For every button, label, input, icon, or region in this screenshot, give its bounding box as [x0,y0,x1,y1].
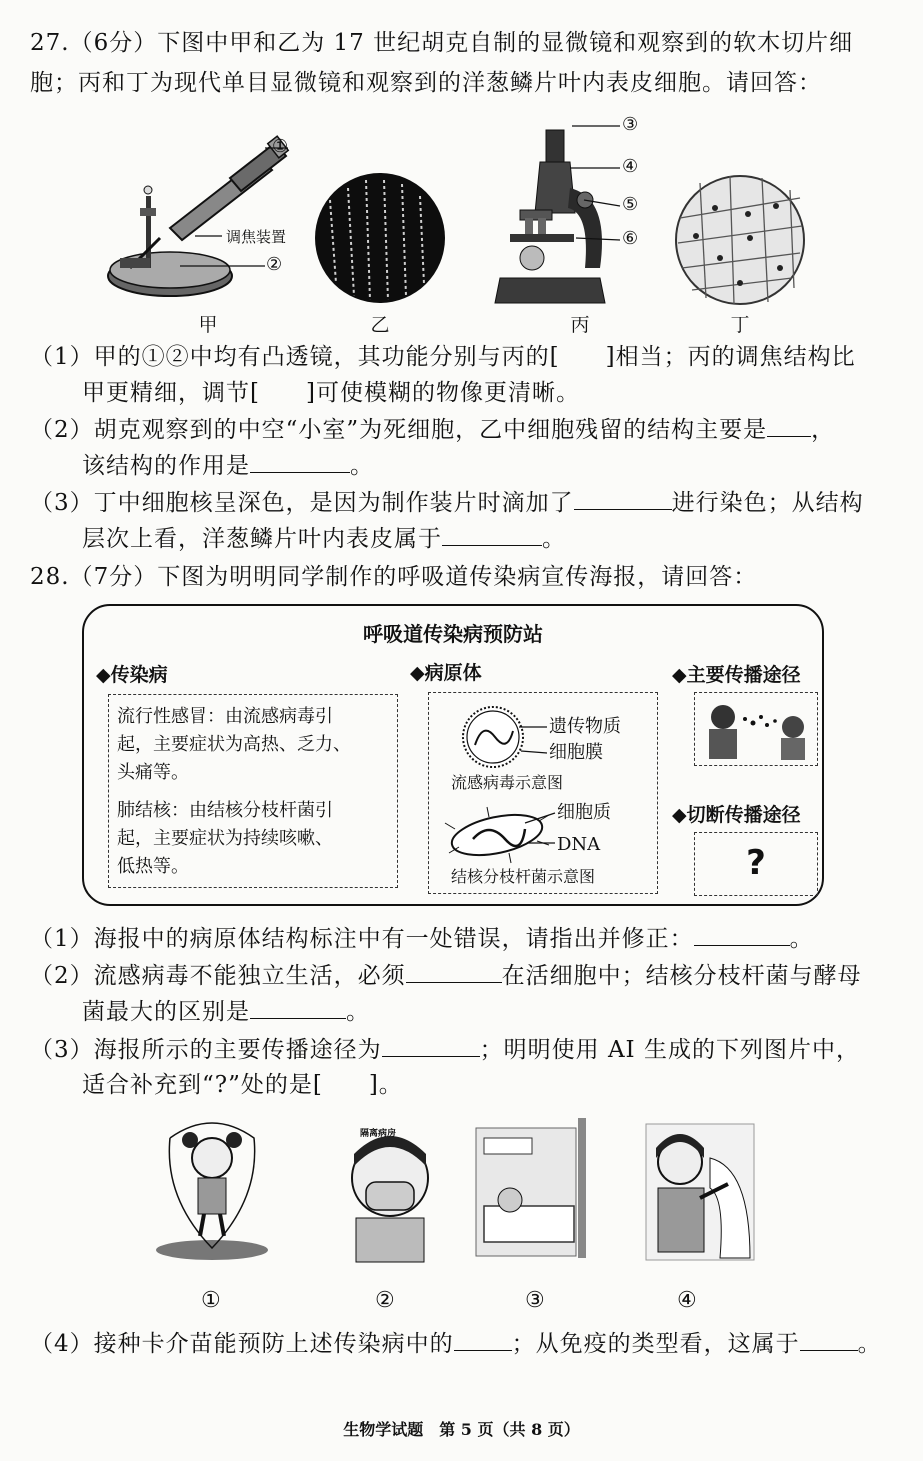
cork-cells-image [315,173,445,303]
option-images [150,1118,770,1268]
option-4-vaccination-image [646,1124,754,1260]
q27-figure-svg [100,118,880,338]
option-label-3: ③ [525,1288,545,1313]
cough-transmission-image [695,693,817,765]
figure-label-yi: 乙 [370,314,390,336]
tb-text-3: 低热等。 [117,856,189,877]
flu-text-1: 流行性感冒：由流感病毒引 [117,706,333,727]
option-label-1: ① [201,1288,221,1313]
q27-figure [100,118,880,338]
q27-sub1-line2: 甲更精细，调节[ ]可使模糊的物像更清晰。 [82,380,580,406]
answer-blank[interactable] [454,1328,512,1351]
q27-sub3-line1: （3）丁中细胞核呈深色，是因为制作装片时滴加了 进行染色；从结构 [30,487,864,518]
q28-sub2-line1: （2）流感病毒不能独立生活，必须 在活细胞中；结核分枝杆菌与酵母 [30,960,862,991]
q27-stem-line2: 胞；丙和丁为现代单目显微镜和观察到的洋葱鳞片叶内表皮细胞。请回答： [30,70,822,96]
flu-text-2: 起，主要症状为高热、乏力、 [117,734,351,755]
pathogen-box [428,692,658,894]
bing-label-4: ④ [622,156,639,177]
answer-blank[interactable] [406,960,502,983]
question-mark: ? [746,843,766,883]
poster-pathogen-heading: ◆病原体 [410,662,482,684]
answer-blank[interactable] [250,450,350,473]
q28-sub2-line2: 菌最大的区别是 。 [82,996,370,1027]
option-3-isolation-ward-image [476,1118,586,1258]
disease-box [108,694,398,888]
q27-sub2-line1: （2）胡克观察到的中空“小室”为死细胞，乙中细胞残留的结构主要是 ， [30,414,835,445]
jia-label-2: ② [266,254,283,275]
answer-blank[interactable] [800,1328,858,1351]
q27-sub3-line2: 层次上看，洋葱鳞片叶内表皮属于 。 [82,523,566,554]
bacteria-label-dna: DNA [557,834,601,855]
q28-sub1: （1）海报中的病原体结构标注中有一处错误，请指出并修正： 。 [30,923,814,954]
virus-icon [463,707,547,767]
answer-blank[interactable] [382,1034,480,1057]
option-label-4: ④ [677,1288,697,1313]
answer-blank[interactable] [250,996,346,1019]
isolation-ward-sign: 隔离病房 [359,1129,396,1139]
option-1-jump-rope-image [156,1123,268,1260]
poster-route-heading: ◆主要传播途径 [672,664,801,686]
bing-label-5: ⑤ [622,194,639,215]
figure-label-ding: 丁 [730,314,750,336]
figure-label-jia: 甲 [198,314,218,336]
figure-label-bing: 丙 [570,314,590,336]
route-box [694,692,818,766]
prevention-poster [82,604,824,906]
q27-stem-line1: 27.（6分）下图中甲和乙为 17 世纪胡克自制的显微镜和观察到的软木切片细 [30,30,854,56]
virus-label-membrane: 细胞膜 [549,742,603,763]
tb-text-1: 肺结核：由结核分枝杆菌引 [117,800,333,821]
jia-label-1: ① [272,136,289,157]
q27-sub1-line1: （1）甲的①②中均有凸透镜，其功能分别与丙的[ ]相当；丙的调焦结构比 [30,344,856,370]
option-images-svg [150,1118,770,1268]
tb-text-2: 起，主要症状为持续咳嗽、 [117,828,333,849]
option-2-mask-image [352,1136,428,1262]
modern-microscope-image [495,130,605,303]
q28-sub4: （4）接种卡介苗能预防上述传染病中的 ；从免疫的类型看，这属于 。 [30,1328,882,1359]
poster-title: 呼吸道传染病预防站 [363,622,543,646]
poster-disease-heading: ◆传染病 [96,664,168,686]
answer-blank[interactable] [442,523,542,546]
hooke-microscope-image [108,136,288,296]
q28-sub3-line2: 适合补充到“?”处的是[ ]。 [82,1072,403,1098]
answer-blank[interactable] [767,414,811,437]
virus-caption: 流感病毒示意图 [451,773,564,792]
cut-route-box [694,832,818,896]
option-label-2: ② [375,1288,395,1313]
virus-label-genetic: 遗传物质 [549,716,621,737]
bing-label-3: ③ [622,114,639,135]
q28-sub3-line1: （3）海报所示的主要传播途径为 ；明明使用 AI 生成的下列图片中， [30,1034,860,1065]
bacteria-caption: 结核分枝杆菌示意图 [451,867,596,886]
q28-stem: 28.（7分）下图为明明同学制作的呼吸道传染病宣传海报，请回答： [30,564,758,590]
bacteria-label-cytoplasm: 细胞质 [557,802,611,823]
page-footer: 生物学试题 第 5 页（共 8 页） [343,1420,580,1439]
bing-label-6: ⑥ [622,228,639,249]
onion-cells-image [676,176,804,304]
poster-cut-heading: ◆切断传播途径 [672,804,801,826]
jia-label-focus: 调焦装置 [226,228,287,246]
flu-text-3: 头痛等。 [117,762,189,783]
q27-sub2-line2: 该结构的作用是 。 [82,450,374,481]
answer-blank[interactable] [694,923,790,946]
answer-blank[interactable] [574,487,672,510]
bacteria-icon [445,807,555,863]
